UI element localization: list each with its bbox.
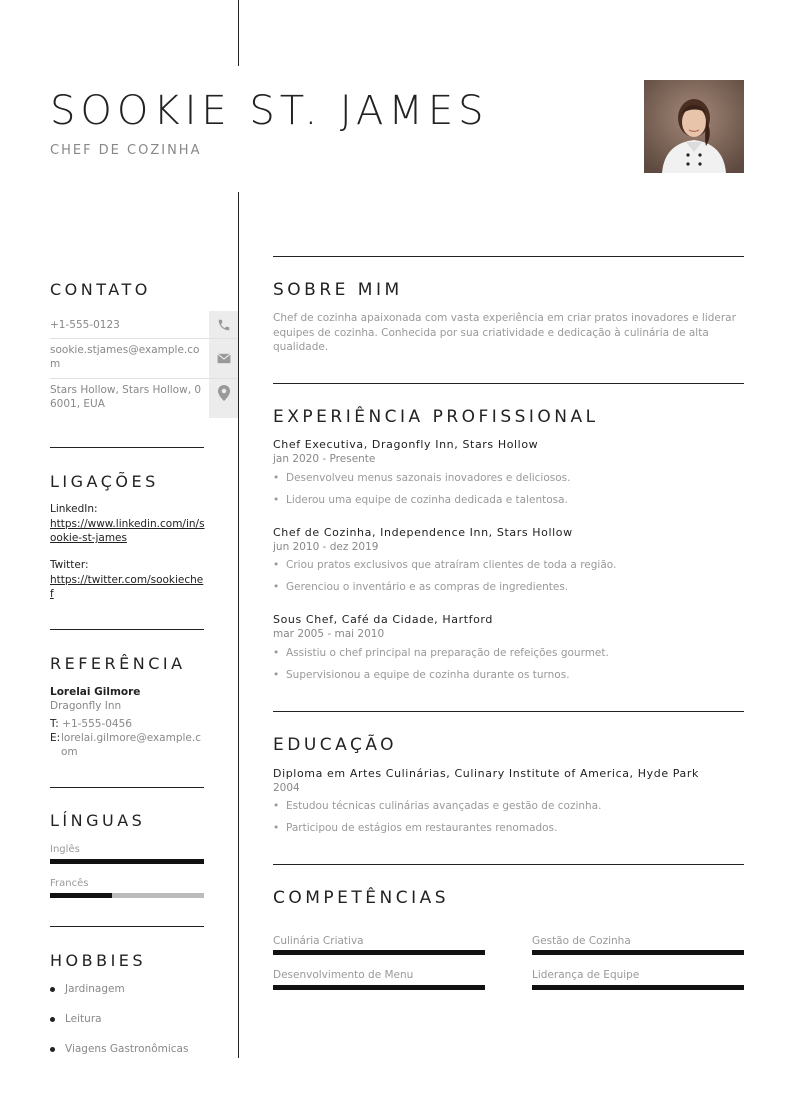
bullet-dot-icon — [50, 1017, 55, 1022]
bullet-icon: • — [273, 822, 280, 834]
skill-level-bar — [532, 985, 744, 990]
language-level-fill — [50, 893, 112, 898]
job-bullet — [273, 647, 609, 659]
contact-address: Stars Hollow, Stars Hollow, 06001, EUA — [50, 384, 202, 410]
bullet-icon: • — [273, 559, 280, 571]
language-label: Francês — [50, 878, 89, 889]
hobby-item — [50, 1043, 188, 1055]
reference-name: Lorelai Gilmore — [50, 686, 141, 698]
bullet-icon: • — [273, 669, 280, 681]
linkedin-label: LinkedIn: — [50, 503, 98, 515]
sidebar-divider — [50, 447, 204, 448]
reference-email-key: E: — [50, 732, 61, 744]
education-degree: Diploma em Artes Culinárias, Culinary Institute of America, Hyde Park — [273, 767, 699, 780]
job-bullet-text: Gerenciou o inventário e as compras de ingredientes. — [286, 581, 569, 593]
bullet-icon: • — [273, 647, 280, 659]
skills-heading: COMPETÊNCIAS — [273, 888, 450, 908]
contact-address-row — [50, 379, 238, 418]
candidate-title: CHEF DE COZINHA — [50, 143, 202, 158]
education-bullet — [273, 822, 557, 834]
languages-heading: LÍNGUAS — [50, 811, 146, 830]
job-bullet — [273, 559, 616, 571]
skill-level-bar — [532, 950, 744, 955]
skill-label: Culinária Criativa — [273, 935, 364, 947]
contact-email-row — [50, 339, 238, 379]
job-title: Sous Chef, Café da Cidade, Hartford — [273, 613, 493, 626]
bullet-icon: • — [273, 494, 280, 506]
contact-heading: CONTATO — [50, 280, 151, 299]
about-text: Chef de cozinha apaixonada com vasta experiência em criar pratos inovadores e liderar equipes de cozinha. Conhecida por sua criatividade e dedicação à culinária de alta qualidade. — [273, 312, 736, 353]
column-divider-line — [238, 192, 239, 1058]
top-divider-line — [238, 0, 239, 66]
bullet-icon: • — [273, 800, 280, 812]
sidebar-divider — [50, 787, 204, 788]
job-date: jan 2020 - Presente — [273, 453, 376, 465]
section-divider — [273, 864, 744, 865]
job-bullet-text: Supervisionou a equipe de cozinha durante os turnos. — [286, 669, 570, 681]
section-divider — [273, 711, 744, 712]
bullet-dot-icon — [50, 1047, 55, 1052]
job-bullet — [273, 581, 568, 593]
bullet-dot-icon — [50, 987, 55, 992]
reference-company: Dragonfly Inn — [50, 700, 122, 712]
about-heading: SOBRE MIM — [273, 280, 403, 300]
reference-phone-key: T: — [50, 718, 59, 730]
skill-label: Gestão de Cozinha — [532, 935, 631, 947]
job-date: mar 2005 - mai 2010 — [273, 628, 385, 640]
hobby-label: Viagens Gastronômicas — [65, 1043, 189, 1055]
bullet-icon: • — [273, 472, 280, 484]
job-bullet — [273, 669, 570, 681]
skill-label: Desenvolvimento de Menu — [273, 969, 414, 981]
experience-heading: EXPERIÊNCIA PROFISSIONAL — [273, 407, 599, 427]
links-heading: LIGAÇÕES — [50, 472, 159, 491]
education-bullet-text: Participou de estágios em restaurantes renomados. — [286, 822, 558, 834]
language-level-fill — [50, 859, 204, 864]
hobby-item — [50, 1013, 102, 1025]
skill-level-bar — [273, 950, 485, 955]
job-bullet — [273, 472, 570, 484]
job-bullet-text: Desenvolveu menus sazonais inovadores e deliciosos. — [286, 472, 571, 484]
twitter-link[interactable]: https://twitter.com/sookiechef — [50, 574, 204, 600]
section-divider — [273, 256, 744, 257]
education-heading: EDUCAÇÃO — [273, 735, 398, 755]
contact-phone-row — [50, 311, 238, 339]
language-level-bar — [50, 893, 204, 898]
hobby-item — [50, 983, 125, 995]
reference-email: lorelai.gilmore@example.com — [61, 732, 201, 758]
sidebar-divider — [50, 629, 204, 630]
job-bullet-text: Assistiu o chef principal na preparação de refeições gourmet. — [286, 647, 609, 659]
education-bullet — [273, 800, 601, 812]
language-label: Inglês — [50, 844, 80, 855]
location-pin-icon — [209, 379, 238, 418]
language-level-bar — [50, 859, 204, 864]
hobby-label: Jardinagem — [65, 983, 125, 995]
job-title: Chef Executiva, Dragonfly Inn, Stars Hollow — [273, 438, 539, 451]
job-bullet-text: Liderou uma equipe de cozinha dedicada e talentosa. — [286, 494, 568, 506]
hobby-label: Leitura — [65, 1013, 102, 1025]
reference-email-line — [50, 731, 206, 759]
contact-email: sookie.stjames@example.com — [50, 344, 200, 370]
reference-phone: +1-555-0456 — [62, 718, 132, 730]
linkedin-link[interactable]: https://www.linkedin.com/in/sookie-st-james — [50, 518, 205, 544]
reference-phone-line — [50, 717, 132, 731]
reference-heading: REFERÊNCIA — [50, 654, 186, 673]
candidate-name: SOOKIE ST. JAMES — [50, 88, 489, 134]
job-bullet-text: Criou pratos exclusivos que atraíram clientes de toda a região. — [286, 559, 617, 571]
job-bullet — [273, 494, 568, 506]
job-date: jun 2010 - dez 2019 — [273, 541, 379, 553]
education-bullet-text: Estudou técnicas culinárias avançadas e gestão de cozinha. — [286, 800, 602, 812]
hobbies-heading: HOBBIES — [50, 951, 147, 970]
skill-level-bar — [273, 985, 485, 990]
skill-label: Liderança de Equipe — [532, 969, 640, 981]
education-year: 2004 — [273, 782, 300, 794]
contact-phone: +1-555-0123 — [50, 319, 120, 331]
profile-photo — [644, 80, 744, 173]
phone-icon — [209, 311, 238, 338]
envelope-icon — [209, 339, 238, 378]
job-title: Chef de Cozinha, Independence Inn, Stars Hollow — [273, 526, 573, 539]
sidebar-divider — [50, 926, 204, 927]
bullet-icon: • — [273, 581, 280, 593]
twitter-label: Twitter: — [50, 559, 89, 571]
section-divider — [273, 383, 744, 384]
